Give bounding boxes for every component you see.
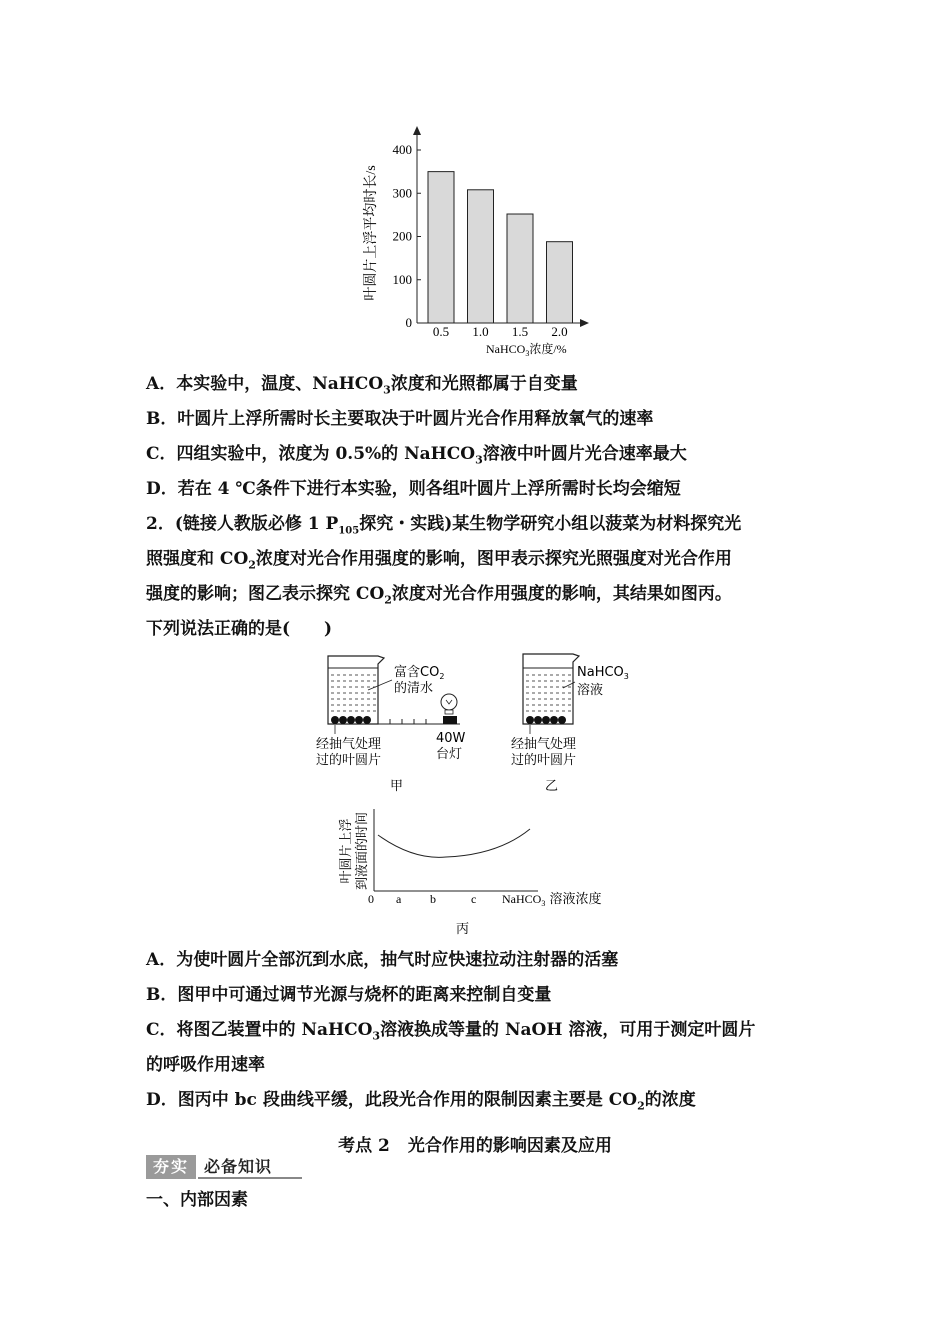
- q1-option-a: A．本实验中，温度、NaHCO$_3$浓度和光照都属于自变量: [146, 374, 578, 397]
- section-heading: 考点 2 光合作用的影响因素及应用: [338, 1136, 612, 1156]
- q2-option-a: A．为使叶圆片全部沉到水底，抽气时应快速拉动注射器的活塞: [146, 950, 619, 970]
- svg-text:甲: 甲: [390, 779, 404, 794]
- svg-text:NaHCO3: NaHCO$_3$: [577, 665, 629, 681]
- tag-light: 必备知识: [198, 1155, 302, 1179]
- y-tick-label: 0: [405, 315, 412, 330]
- x-tick-label: 0.5: [432, 324, 450, 339]
- svg-text:的清水: 的清水: [394, 681, 434, 696]
- figure-yi: [505, 650, 655, 798]
- svg-text:过的叶圆片: 过的叶圆片: [316, 753, 382, 768]
- beaker-jia: [328, 656, 384, 724]
- bing-tick-c: c: [471, 892, 477, 906]
- bing-origin: 0: [368, 892, 374, 906]
- x-tick-label: 1.5: [511, 324, 529, 339]
- bar-chart: [355, 125, 605, 365]
- y-axis-arrow: [413, 126, 421, 135]
- q2-stem-line-2: 照强度和 $CO_2$浓度对光合作用强度的影响，图甲表示探究光照强度对光合作用: [146, 549, 732, 572]
- figure-jia: [310, 650, 495, 798]
- leaf-discs-jia: [331, 716, 371, 724]
- q2-option-c-line-1: C．将图乙装置中的 NaHCO$_3$溶液换成等量的 NaOH 溶液，可用于测定叶圆片: [146, 1020, 756, 1043]
- q2-option-b: B．图甲中可通过调节光源与烧杯的距离来控制自变量: [146, 985, 552, 1005]
- bing-tick-a: a: [396, 892, 402, 906]
- chart-x-label: NaHCO$_3$浓度/%: [486, 342, 567, 358]
- y-tick-label: 200: [392, 228, 412, 244]
- x-axis-arrow: [580, 319, 589, 327]
- svg-text:经抽气处理: 经抽气处理: [316, 737, 382, 752]
- bar-1.5: [507, 214, 533, 323]
- q1-option-b: B．叶圆片上浮所需时长主要取决于叶圆片光合作用释放氧气的速率: [146, 409, 654, 429]
- svg-text:溶液: 溶液: [577, 683, 604, 698]
- svg-text:过的叶圆片: 过的叶圆片: [511, 753, 577, 768]
- x-tick-label: 1.0: [472, 324, 489, 339]
- tag-dark: 夯实: [146, 1155, 196, 1179]
- y-tick-label: 100: [392, 271, 412, 287]
- svg-text:台灯: 台灯: [436, 747, 463, 762]
- solution-dashes-yi: [526, 675, 571, 711]
- bing-y-label-1: 叶圆片上浮: [339, 818, 354, 884]
- x-tick-label: 2.0: [551, 324, 568, 339]
- lamp-icon: [441, 694, 457, 724]
- beaker-yi: [523, 654, 579, 724]
- y-tick-label: 400: [392, 142, 412, 157]
- sub-heading: 一、内部因素: [146, 1190, 248, 1210]
- bar-1.0: [468, 190, 494, 323]
- q1-option-c: C．四组实验中，浓度为 0.5%的 NaHCO$_3$溶液中叶圆片光合速率最大: [146, 444, 687, 467]
- q2-option-d: D．图丙中 bc 段曲线平缓，此段光合作用的限制因素主要是 $CO_2$的浓度: [146, 1090, 696, 1113]
- bing-y-label-2: 到液面的时间: [355, 811, 370, 891]
- bar-0.5: [428, 172, 454, 323]
- q1-option-d: D．若在 4 ℃条件下进行本实验，则各组叶圆片上浮所需时长均会缩短: [146, 479, 681, 499]
- chart-y-label: 叶圆片上浮平均时长/s: [364, 165, 379, 301]
- water-dashes-jia: [331, 675, 376, 711]
- q2-stem-line-4: 下列说法正确的是( ): [146, 619, 333, 639]
- bing-x-label: NaHCO$_3$ 溶液浓度: [502, 892, 602, 908]
- bing-curve: [378, 829, 530, 857]
- q2-option-c-line-2: 的呼吸作用速率: [146, 1055, 265, 1075]
- bar-2.0: [547, 242, 573, 323]
- svg-text:40W: 40W: [436, 731, 466, 746]
- svg-text:乙: 乙: [545, 779, 559, 794]
- bing-tick-b: b: [430, 892, 436, 906]
- q2-stem-line-1: 2．(链接人教版必修 1 $P_{105}$探究・实践)某生物学研究小组以菠菜为材料探究光: [146, 514, 742, 537]
- svg-text:经抽气处理: 经抽气处理: [511, 737, 577, 752]
- figure-bing: [338, 805, 628, 940]
- q2-stem-line-3: 强度的影响；图乙表示探究 $CO_2$浓度对光合作用强度的影响，其结果如图丙。: [146, 584, 732, 607]
- leaf-discs-yi: [526, 716, 566, 724]
- y-tick-label: 300: [392, 185, 412, 201]
- bing-caption: 丙: [456, 922, 470, 937]
- svg-text:富含CO2: 富含$CO_2$: [394, 665, 445, 681]
